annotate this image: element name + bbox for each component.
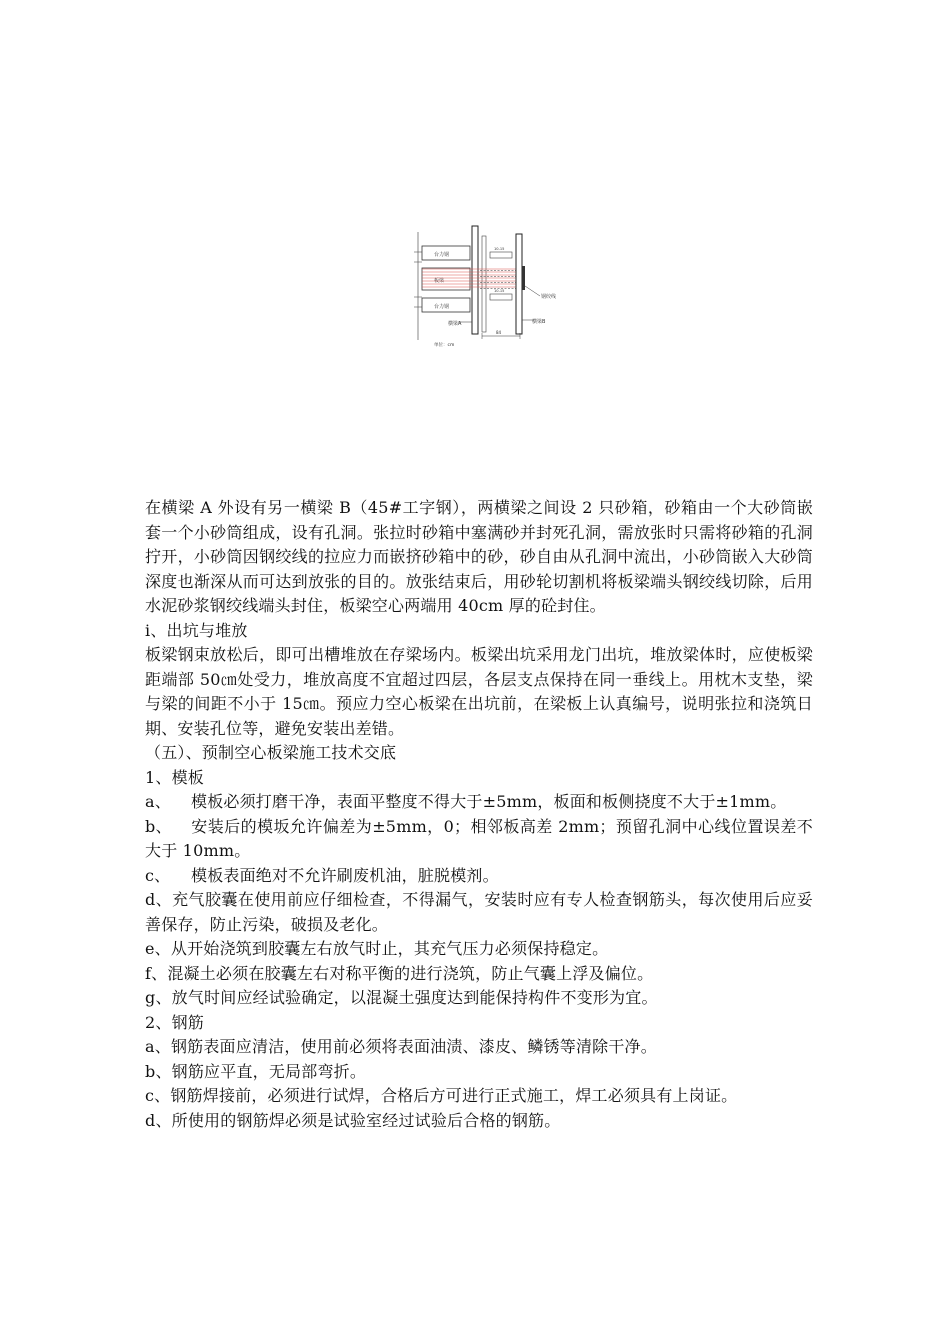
strand-label: 钢绞线 (541, 294, 557, 300)
beam-a (472, 226, 478, 334)
list-item-text: 模板必须打磨干净，表面平整度不得大于±5mm，板面和板侧挠度不大于±1mm。 (191, 792, 787, 811)
list-item (145, 790, 813, 815)
dim-lower-label: 10-15 (494, 289, 505, 293)
dim-upper-label: 10-15 (494, 247, 505, 251)
list-item: e、从开始浇筑到胶囊左右放气时止，其充气压力必须保持稳定。 (145, 939, 609, 958)
bottom-block-label: 台力钢 (434, 304, 450, 310)
list-item: d、所使用的钢筋焊必须是试验室经过试验后合格的钢筋。 (145, 1110, 561, 1130)
list-item: b、钢筋应平直，无局部弯折。 (145, 1061, 367, 1081)
tensioning-diagram (410, 222, 580, 350)
subheading-formwork: 1、模板 (145, 767, 204, 787)
list-item: f、混凝土必须在胶囊左右对称平衡的进行浇筑，防止气囊上浮及偏位。 (145, 963, 654, 983)
list-item-lead: a、 (145, 792, 171, 811)
sand-box-lower (490, 294, 512, 300)
beam-b-label: 横梁B (532, 319, 546, 325)
document-body (145, 496, 813, 1133)
beam-b (516, 234, 522, 334)
heading-out-and-stack: i、出坑与堆放 (145, 620, 248, 640)
paragraph-stacking: 板梁钢束放松后，即可出槽堆放在存梁场内。板梁出坑采用龙门出坑，堆放梁体时，应使板梁距端部 50㎝处受力，堆放高度不宜超过四层，各层支点保持在同一垂线上。用枕木支垫，梁与梁的间距不小于 15㎝。预应力空心板梁在出坑前，在梁板上认真编号，说明张拉和浇筑日期、安装孔位等，避免安装出差错。 (145, 645, 813, 738)
list-item-lead: b、 (145, 816, 172, 836)
middle-block-label: 板梁 (434, 278, 445, 284)
list-item (145, 864, 813, 889)
anchor-plate (522, 266, 525, 290)
list-item: a、钢筋表面应清洁，使用前必须将表面油渍、漆皮、鳞锈等清除干净。 (145, 1037, 657, 1056)
bottom-dim-label: 84 (496, 330, 502, 335)
sand-box-upper (490, 252, 512, 258)
list-item: d、充气胶囊在使用前应仔细检查，不得漏气，安装时应有专人检查钢筋头，每次使用后应妥善保存，防止污染，破损及老化。 (145, 890, 813, 934)
list-item (145, 815, 813, 864)
subheading-rebar: 2、钢筋 (145, 1012, 204, 1032)
list-item-lead: c、 (145, 865, 171, 885)
beam-a-label: 横梁A (448, 321, 462, 327)
paragraph-sand-box: 在横梁 A 外设有另一横梁 B（45#工字钢），两横梁之间设 2 只砂箱，砂箱由一个大砂筒嵌套一个小砂筒组成，设有孔洞。张拉时砂箱中塞满砂并封死孔洞，需放张时只需将砂箱的孔洞拧开，小砂筒因钢绞线的拉应力而嵌挤砂箱中的砂，砂自由从孔洞中流出，小砂筒嵌入大砂筒深度也渐深从而可达到放张的目的。放张结束后，用砂轮切割机将板梁端头钢绞线切除，后用水泥砂浆钢绞线端头封住，板梁空心两端用 40cm 厚的砼封住。 (145, 498, 813, 615)
strand-leader (525, 286, 540, 296)
diagram-svg (410, 222, 580, 350)
top-block-label: 台力钢 (434, 252, 450, 258)
middle-block (422, 268, 470, 290)
list-item: g、放气时间应经试验确定，以混凝土强度达到能保持构件不变形为宜。 (145, 988, 658, 1007)
list-item-text: 安装后的模坂允许偏差为±5mm，0；相邻板高差 2mm；预留孔洞中心线位置误差不大于 10mm。 (145, 816, 813, 860)
list-item: c、钢筋焊接前，必须进行试焊，合格后方可进行正式施工，焊工必须具有上岗证。 (145, 1086, 738, 1105)
section-heading-5: （五）、预制空心板梁施工技术交底 (145, 743, 397, 762)
list-item-text: 模板表面绝对不允许刷废机油，脏脱模剂。 (191, 865, 499, 885)
unit-label: 单位：cm (434, 343, 455, 348)
